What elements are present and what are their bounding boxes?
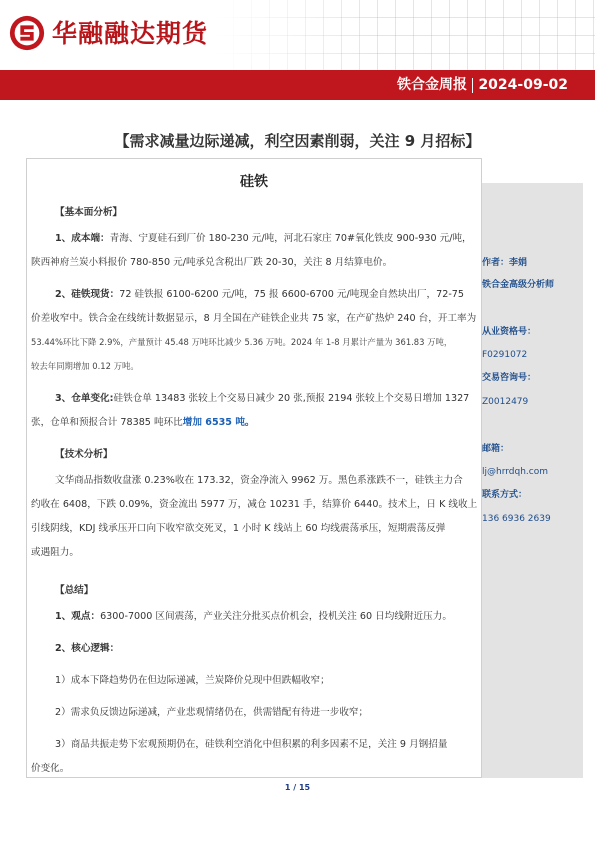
cost-paragraph: 1、成本端：青海、宁夏硅石到厂价 180-230 元/吨，河北石家庄 70#氧化铁皮 900-930 元/吨， [55, 233, 472, 244]
qualification-number: F0291072 [482, 350, 528, 360]
company-name: 华融融达期货 [52, 19, 209, 48]
email-label: 邮箱： [482, 444, 510, 454]
logic-item-3-cont: 价变化。 [31, 763, 70, 774]
spot-paragraph-cont-3: 较去年同期增加 0.12 万吨。 [31, 361, 139, 371]
phone-number: 136 6936 2639 [482, 514, 551, 524]
warrant-highlight: 增加 6535 吨。 [182, 417, 255, 428]
report-type: 铁合金周报 [397, 77, 467, 93]
spot-paragraph-cont-2: 53.44%环比下降 2.9%，产量预计 45.48 万吨环比减少 5.36 万吨。2024 年 1-8 月累计产量为 361.83 万吨， [31, 337, 453, 347]
title-separator [472, 78, 473, 93]
consult-label: 交易咨询号： [482, 373, 537, 383]
report-header [0, 0, 595, 70]
technical-paragraph-cont-3: 或遇阻力。 [31, 547, 79, 558]
logic-heading: 2、核心逻辑： [55, 643, 120, 654]
technical-paragraph: 文华商品指数收盘涨 0.23%收在 173.32，资金净流入 9962 万。黑色系涨跌不一，硅铁主力合 [55, 475, 463, 486]
author-title: 铁合金高级分析师 [482, 280, 555, 290]
view-paragraph: 1、观点：6300-7000 区间震荡，产业关注分批买点价机会，投机关注 60 日均线附近压力。 [55, 611, 452, 622]
spot-paragraph: 2、硅铁现货：72 硅铁报 6100-6200 元/吨，75 报 6600-6700 元/吨现金自然块出厂，72-75 [55, 289, 464, 300]
contact-label: 联系方式： [482, 490, 528, 500]
technical-paragraph-cont-2: 引线阴线，KDJ 线承压开口向下收窄欲交死叉，1 小时 K 线站上 60 均线震荡承压，短期震荡反弹 [31, 523, 446, 534]
summary-heading: 【总结】 [55, 585, 94, 596]
technical-paragraph-cont: 约收在 6408，下跌 0.09%，资金流出 5977 万，减仓 10231 手，结算价 6440。技术上，日 K 线收上 [31, 499, 478, 510]
author-name: 作者：李娟 [482, 258, 528, 268]
logic-item-2: 2）需求负反馈边际递减，产业悲观情绪仍在，供需错配有待进一步收窄； [55, 707, 369, 718]
analysis-panel [26, 158, 482, 778]
warrant-paragraph: 3、仓单变化:硅铁仓单 13483 张较上个交易日减少 20 张,预报 2194 张较上个交易日增加 1327 [55, 393, 470, 404]
logic-item-3: 3）商品共振走势下宏观预期仍在，硅铁利空消化中但积累的利多因素不足，关注 9 月钢招量 [55, 739, 448, 750]
report-date: 2024-09-02 [478, 77, 568, 93]
warrant-paragraph-cont: 张，仓单和预报合计 78385 吨环比增加 6535 吨。 [31, 417, 255, 428]
email-address[interactable]: lj@hrrdqh.com [482, 467, 549, 477]
section-title: 硅铁 [240, 174, 268, 190]
spot-paragraph-cont: 价差收窄中。铁合金在线统计数据显示，8 月全国在产硅铁企业共 75 家，在产矿热炉 240 台，开工率为 [31, 313, 477, 324]
consult-number: Z0012479 [482, 397, 529, 407]
fundamental-heading: 【基本面分析】 [55, 207, 123, 218]
technical-heading: 【技术分析】 [55, 449, 113, 460]
report-headline: 【需求减量边际递减，利空因素削弱，关注 9 月招标】 [114, 132, 481, 150]
page-number: 1 / 15 [284, 783, 311, 792]
company-logo-icon [8, 14, 46, 52]
logic-item-1: 1）成本下降趋势仍在但边际递减，兰炭降价兑现中但跌幅收窄； [55, 675, 330, 686]
qualification-label: 从业资格号： [482, 327, 537, 337]
cost-paragraph-cont: 陕西神府兰炭小料报价 780-850 元/吨承兑含税出厂跌 20-30，关注 8 月结算电价。 [31, 257, 393, 268]
author-sidebar [482, 183, 583, 778]
